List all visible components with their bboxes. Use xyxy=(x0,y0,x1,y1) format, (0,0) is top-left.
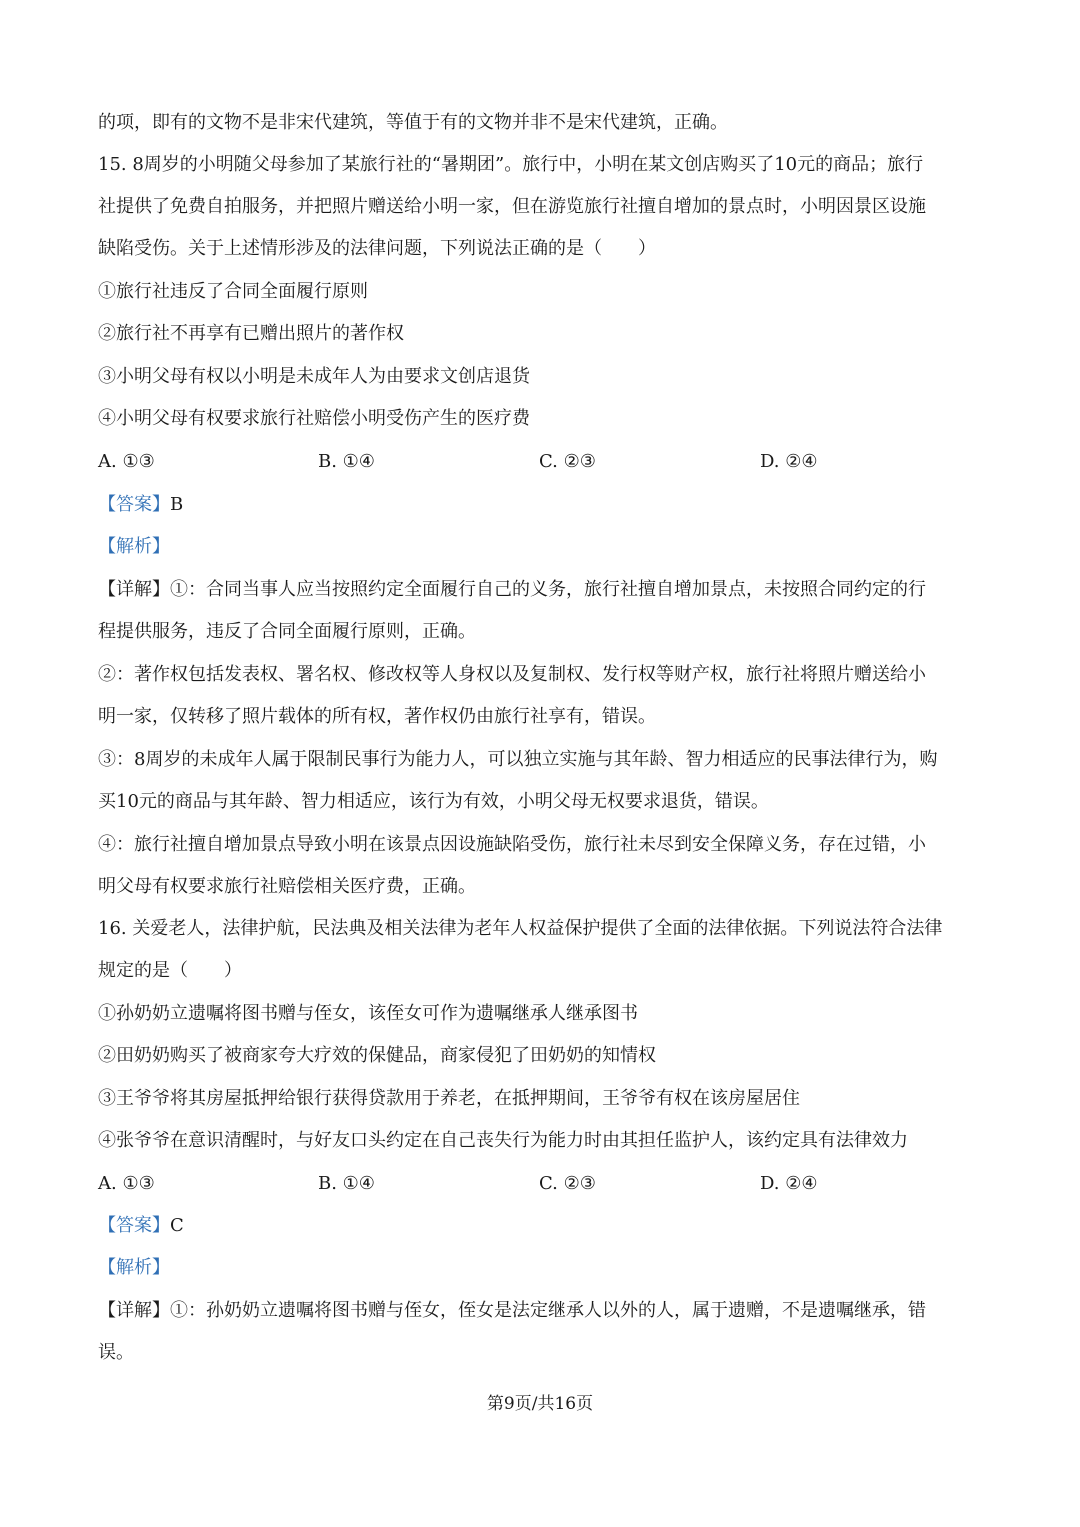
analysis-line: 明父母有权要求旅行社赔偿相关医疗费，正确。 xyxy=(98,876,476,897)
question-16-statement: ①孙奶奶立遗嘱将图书赠与侄女，该侄女可作为遗嘱继承人继承图书 xyxy=(98,1003,638,1024)
question-15-answer xyxy=(98,493,183,517)
answer-tag: 【答案】 xyxy=(98,1215,170,1236)
question-15-option-b: B. ①④ xyxy=(318,451,375,472)
question-15-option-d: D. ②④ xyxy=(760,451,818,472)
question-16-statement: ③王爷爷将其房屋抵押给银行获得贷款用于养老，在抵押期间，王爷爷有权在该房屋居住 xyxy=(98,1088,800,1109)
question-15-option-c: C. ②③ xyxy=(539,451,596,472)
question-15-analysis-tag: 【解析】 xyxy=(98,536,170,557)
question-15-stem: 缺陷受伤。关于上述情形涉及的法律问题，下列说法正确的是（ ） xyxy=(98,238,656,259)
analysis-line: 明一家，仅转移了照片载体的所有权，著作权仍由旅行社享有，错误。 xyxy=(98,706,656,727)
answer-tag: 【答案】 xyxy=(98,494,170,515)
analysis-line: 买10元的商品与其年龄、智力相适应，该行为有效，小明父母无权要求退货，错误。 xyxy=(98,791,769,812)
question-16-option-b: B. ①④ xyxy=(318,1173,375,1194)
answer-value: C xyxy=(170,1215,184,1236)
page-number-footer: 第9页/共16页 xyxy=(486,1394,594,1414)
question-16-analysis-tag: 【解析】 xyxy=(98,1257,170,1278)
question-15-statement: ②旅行社不再享有已赠出照片的著作权 xyxy=(98,323,404,344)
answer-value: B xyxy=(170,494,184,515)
question-15-option-a: A. ①③ xyxy=(98,451,155,472)
question-15-statement: ①旅行社违反了合同全面履行原则 xyxy=(98,281,368,302)
question-16-statement: ④张爷爷在意识清醒时，与好友口头约定在自己丧失行为能力时由其担任监护人，该约定具有法律效力 xyxy=(98,1130,908,1151)
question-15-stem: 15. 8周岁的小明随父母参加了某旅行社的“暑期团”。旅行中，小明在某文创店购买了10元的商品；旅行 xyxy=(98,154,924,175)
question-16-stem: 规定的是（ ） xyxy=(98,960,242,981)
analysis-line: ③：8周岁的未成年人属于限制民事行为能力人，可以独立实施与其年龄、智力相适应的民事法律行为，购 xyxy=(98,749,938,770)
question-15-statement: ④小明父母有权要求旅行社赔偿小明受伤产生的医疗费 xyxy=(98,408,530,429)
question-16-answer xyxy=(98,1214,184,1238)
question-16-statement: ②田奶奶购买了被商家夸大疗效的保健品，商家侵犯了田奶奶的知情权 xyxy=(98,1045,656,1066)
question-16-option-c: C. ②③ xyxy=(539,1173,596,1194)
question-16-option-d: D. ②④ xyxy=(760,1173,818,1194)
question-16-option-a: A. ①③ xyxy=(98,1173,155,1194)
analysis-line: 误。 xyxy=(98,1342,134,1363)
text-line: 的项，即有的文物不是非宋代建筑，等值于有的文物并非不是宋代建筑，正确。 xyxy=(98,112,728,133)
analysis-line: ②：著作权包括发表权、署名权、修改权等人身权以及复制权、发行权等财产权，旅行社将照片赠送给小 xyxy=(98,664,926,685)
question-16-stem: 16. 关爱老人，法律护航，民法典及相关法律为老年人权益保护提供了全面的法律依据。下列说法符合法律 xyxy=(98,918,943,939)
analysis-line: ④：旅行社擅自增加景点导致小明在该景点因设施缺陷受伤，旅行社未尽到安全保障义务，存在过错，小 xyxy=(98,834,926,855)
question-15-statement: ③小明父母有权以小明是未成年人为由要求文创店退货 xyxy=(98,366,530,387)
question-15-stem: 社提供了免费自拍服务，并把照片赠送给小明一家，但在游览旅行社擅自增加的景点时，小明因景区设施 xyxy=(98,196,926,217)
analysis-line: 【详解】①：合同当事人应当按照约定全面履行自己的义务，旅行社擅自增加景点，未按照合同约定的行 xyxy=(98,579,926,600)
analysis-line: 程提供服务，违反了合同全面履行原则，正确。 xyxy=(98,621,476,642)
analysis-line: 【详解】①：孙奶奶立遗嘱将图书赠与侄女，侄女是法定继承人以外的人，属于遗赠，不是遗嘱继承，错 xyxy=(98,1300,926,1321)
